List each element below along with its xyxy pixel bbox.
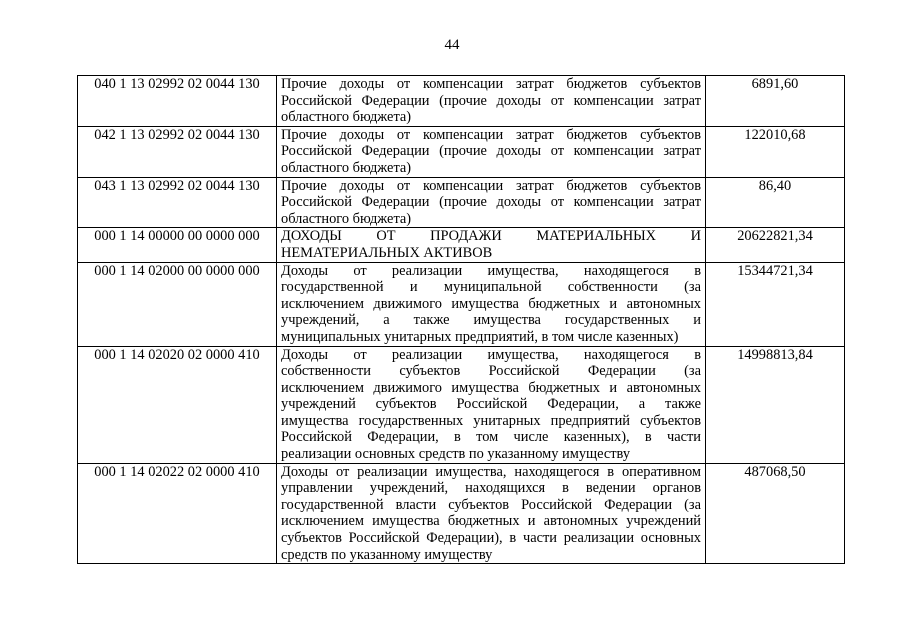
description-line: Доходы от реализации имущества, находящегося в оперативном bbox=[281, 463, 701, 480]
table-row bbox=[78, 463, 845, 564]
description-line: Доходы от реализации имущества, находящегося в bbox=[281, 346, 701, 363]
table-row bbox=[78, 126, 845, 177]
description-cell bbox=[277, 126, 706, 177]
budget-table bbox=[77, 75, 845, 564]
amount: 122010,68 bbox=[706, 126, 845, 177]
budget-code: 000 1 14 02022 02 0000 410 bbox=[78, 463, 277, 564]
description-line: исключением движимого имущества бюджетных и автономных bbox=[281, 379, 701, 396]
description-line: исключением движимого имущества бюджетных и автономных bbox=[281, 295, 701, 312]
budget-code: 042 1 13 02992 02 0044 130 bbox=[78, 126, 277, 177]
description-line: НЕМАТЕРИАЛЬНЫХ АКТИВОВ bbox=[281, 244, 493, 261]
description-line: государственной и муниципальной собственности (за bbox=[281, 279, 701, 296]
description-line: муниципальных унитарных предприятий, в том числе казенных) bbox=[281, 328, 679, 345]
budget-code: 040 1 13 02992 02 0044 130 bbox=[78, 76, 277, 127]
amount: 86,40 bbox=[706, 177, 845, 228]
description-line: государственной власти субъектов Российской Федерации (за bbox=[281, 496, 701, 513]
description-line: управлении учреждений, находящихся в ведении органов bbox=[281, 480, 701, 497]
description-line: Прочие доходы от компенсации затрат бюджетов субъектов bbox=[281, 126, 701, 143]
table-row bbox=[78, 76, 845, 127]
description-line: средств по указанному имуществу bbox=[281, 546, 493, 563]
description-line: Доходы от реализации имущества, находящегося в bbox=[281, 262, 701, 279]
description-line: ДОХОДЫ ОТ ПРОДАЖИ МАТЕРИАЛЬНЫХ И bbox=[281, 228, 701, 245]
description-cell bbox=[277, 228, 706, 262]
amount: 15344721,34 bbox=[706, 262, 845, 346]
description-line: имущества государственных унитарных предприятий субъектов bbox=[281, 412, 701, 429]
description-cell bbox=[277, 177, 706, 228]
table-row bbox=[78, 262, 845, 346]
description-line: Российской Федерации, в том числе казенных), в части bbox=[281, 429, 701, 446]
description-line: Российской Федерации (прочие доходы от компенсации затрат bbox=[281, 194, 701, 211]
budget-code: 000 1 14 02020 02 0000 410 bbox=[78, 346, 277, 463]
description-line: областного бюджета) bbox=[281, 210, 412, 227]
description-line: Прочие доходы от компенсации затрат бюджетов субъектов bbox=[281, 76, 701, 92]
description-line: областного бюджета) bbox=[281, 159, 412, 176]
budget-code: 043 1 13 02992 02 0044 130 bbox=[78, 177, 277, 228]
table-row bbox=[78, 228, 845, 262]
description-line: учреждений субъектов Российской Федерации, а также bbox=[281, 396, 701, 413]
description-cell bbox=[277, 346, 706, 463]
table-row bbox=[78, 346, 845, 463]
budget-code: 000 1 14 00000 00 0000 000 bbox=[78, 228, 277, 262]
table-row bbox=[78, 177, 845, 228]
page-number: 44 bbox=[444, 37, 460, 53]
description-line: реализации основных средств по указанному имуществу bbox=[281, 446, 631, 463]
description-cell bbox=[277, 76, 706, 127]
description-line: Российской Федерации (прочие доходы от компенсации затрат bbox=[281, 143, 701, 160]
description-line: собственности субъектов Российской Федерации (за bbox=[281, 363, 701, 380]
description-cell bbox=[277, 463, 706, 564]
amount: 487068,50 bbox=[706, 463, 845, 564]
description-line: областного бюджета) bbox=[281, 109, 412, 126]
description-line: Российской Федерации (прочие доходы от компенсации затрат bbox=[281, 92, 701, 109]
description-line: субъектов Российской Федерации), в части реализации основных bbox=[281, 530, 701, 547]
amount: 20622821,34 bbox=[706, 228, 845, 262]
description-line: учреждений, а также имущества государственных и bbox=[281, 312, 701, 329]
amount: 6891,60 bbox=[706, 76, 845, 127]
amount: 14998813,84 bbox=[706, 346, 845, 463]
budget-code: 000 1 14 02000 00 0000 000 bbox=[78, 262, 277, 346]
description-cell bbox=[277, 262, 706, 346]
description-line: Прочие доходы от компенсации затрат бюджетов субъектов bbox=[281, 177, 701, 194]
description-line: исключением имущества бюджетных и автономных учреждений bbox=[281, 513, 701, 530]
